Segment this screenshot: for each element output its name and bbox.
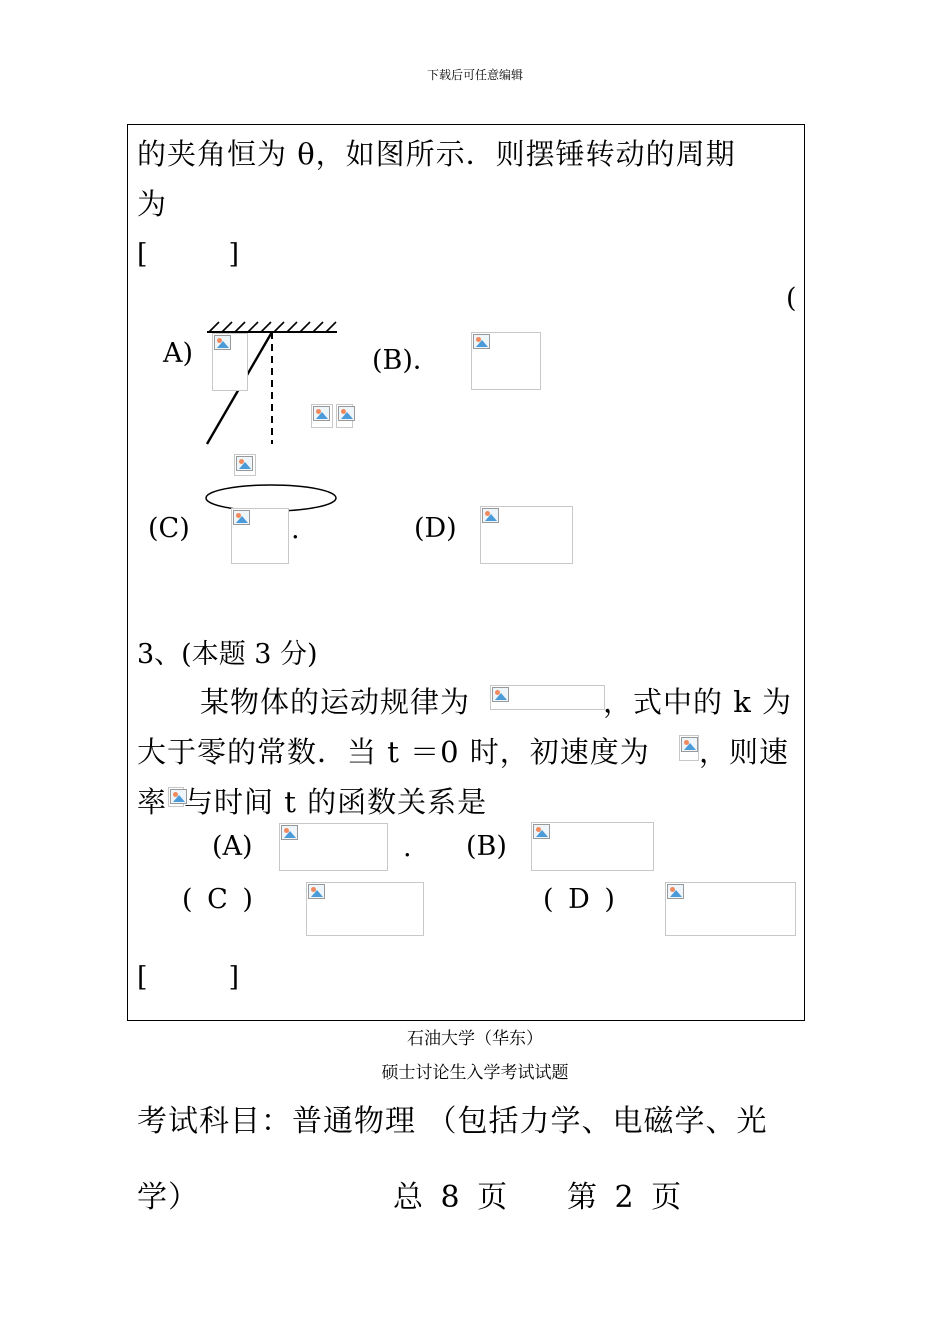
- q3-option-d-formula-image: [665, 882, 796, 936]
- q3-option-a-dot: .: [403, 832, 412, 863]
- broken-image-icon: [533, 824, 550, 839]
- q2-option-a-label: A): [163, 338, 194, 369]
- q3-speed-symbol-image: [168, 787, 184, 807]
- q3-option-a-formula-image: [279, 823, 388, 871]
- broken-image-icon: [492, 687, 509, 702]
- q2-option-a-formula-image: [212, 333, 248, 391]
- q3-option-c-formula-image: [306, 882, 424, 936]
- diagram-label-image-3: [234, 454, 256, 476]
- q2-option-d-formula-image: [480, 506, 573, 564]
- total-pages: 总 8 页: [393, 1180, 509, 1215]
- q3-text-line3-end: 与时间 t 的函数关系是: [184, 785, 488, 819]
- q2-answer-bracket: [ ]: [137, 239, 240, 270]
- q3-text-line3-start: 率: [137, 785, 168, 819]
- q2-option-c-formula-image: [231, 508, 289, 564]
- q3-answer-bracket: [ ]: [137, 962, 240, 993]
- q3-option-c-label: ( C ): [182, 884, 253, 915]
- q2-option-b-label: (B)．: [372, 345, 440, 376]
- q3-option-b-label: (B): [466, 831, 507, 862]
- q3-text-line2-start: 大于零的常数．当 t ＝0 时，初速度为: [137, 735, 650, 769]
- broken-image-icon: [281, 825, 298, 840]
- q3-title: 3、(本题 3 分): [137, 639, 318, 670]
- diagram-label-image-1: [311, 404, 333, 428]
- broken-image-icon: [338, 406, 355, 421]
- q3-option-a-label: (A): [212, 831, 253, 862]
- broken-image-icon: [313, 406, 330, 421]
- school-name: 石油大学（华东）: [407, 1029, 543, 1049]
- q2-text-line1: 的夹角恒为 θ，如图所示．则摆锤转动的周期: [137, 137, 736, 171]
- q2-option-b-formula-image: [471, 332, 541, 390]
- broken-image-icon: [681, 737, 698, 752]
- broken-image-icon: [482, 508, 499, 523]
- q2-option-c-dot: .: [291, 514, 300, 545]
- q3-option-b-formula-image: [531, 822, 654, 871]
- exam-title: 硕士讨论生入学考试试题: [381, 1063, 569, 1083]
- broken-image-icon: [233, 510, 250, 525]
- q3-option-d-label: ( D ): [543, 884, 615, 915]
- broken-image-icon: [473, 334, 490, 349]
- broken-image-icon: [214, 335, 231, 350]
- q2-text-line2: 为: [137, 187, 168, 221]
- page-header-note: 下载后可任意编辑: [426, 68, 523, 82]
- broken-image-icon: [236, 456, 253, 471]
- q3-text-line1-end: ，式中的 k 为: [603, 685, 793, 719]
- q2-option-d-label: (D): [414, 513, 457, 544]
- broken-image-icon: [308, 884, 325, 899]
- q3-text-line2-end: ，则速: [699, 735, 790, 769]
- broken-image-icon: [667, 884, 684, 899]
- q2-right-paren: (: [786, 283, 797, 314]
- exam-subject-line1: 考试科目：普通物理 （包括力学、电磁学、光: [137, 1104, 768, 1139]
- diagram-label-image-2: [336, 404, 353, 428]
- exam-subject-line2: 学）: [137, 1180, 199, 1215]
- q3-motion-equation-image: [490, 685, 605, 710]
- q2-option-c-label: (C): [148, 513, 190, 544]
- q3-text-line1-start: 某物体的运动规律为: [200, 685, 471, 719]
- q3-initial-velocity-image: [679, 735, 699, 761]
- page-number: 第 2 页: [567, 1180, 683, 1215]
